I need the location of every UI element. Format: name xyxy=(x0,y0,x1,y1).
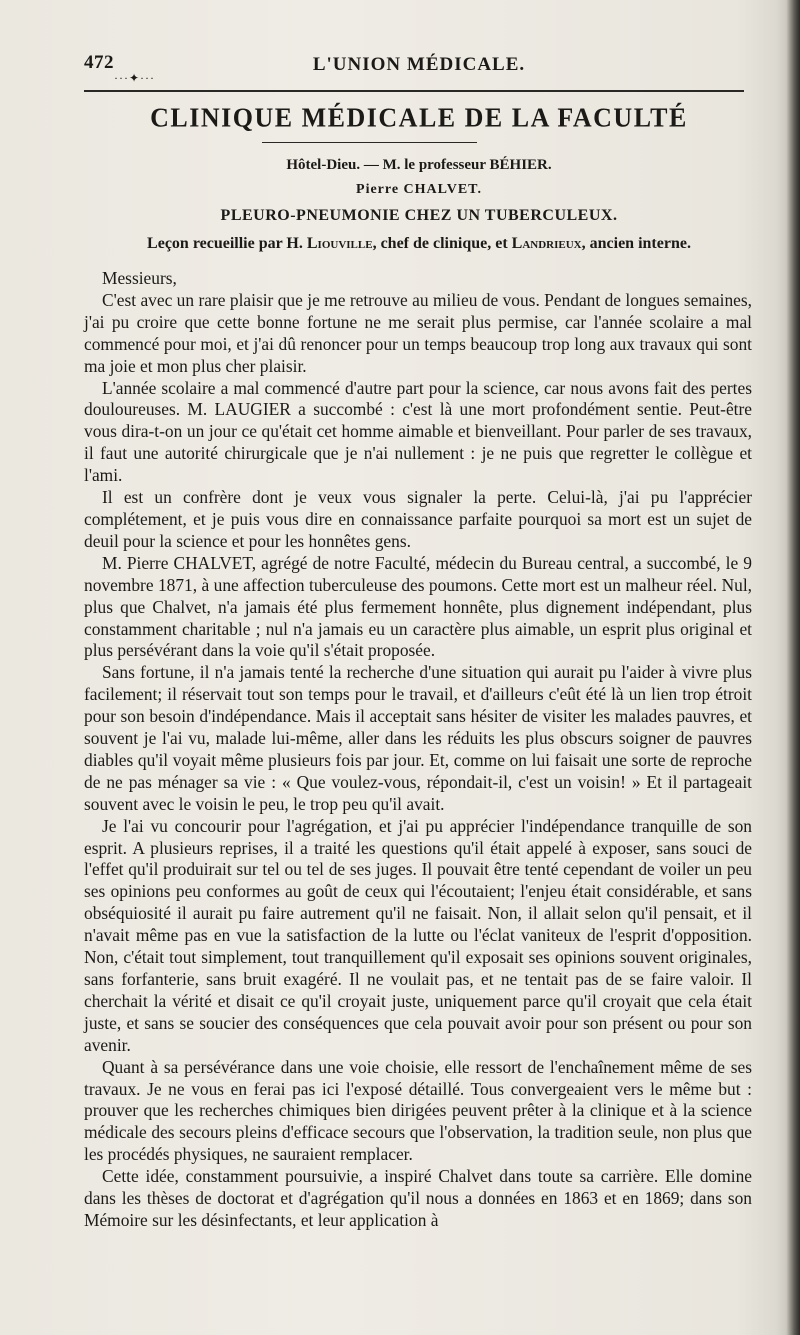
paragraph-3: Il est un confrère dont je veux vous signaler la perte. Celui-là, j'ai pu l'apprécier complétement, et je puis vous dire en connaissance parfaite pourquoi sa mort est un sujet de deuil pour la science et pour les honnêtes gens. xyxy=(84,487,752,551)
lecture-note-prefix: Leçon recueillie par H. xyxy=(147,235,307,252)
salutation: Messieurs, xyxy=(102,268,177,288)
paragraph-6: Je l'ai vu concourir pour l'agrégation, et j'ai pu apprécier l'indépendance tranquille de son esprit. A plusieurs reprises, il a traité les questions qu'il était appelé à exposer, sans souci de l'effet qu'il produirait sur tel ou tel de ses juges. Il pouvait être tenté cependant de voiler un peu ses opinions peu conformes au goût de ceux qui l'écoutaient; l'enjeu était considérable, et sans obséquiosité il aurait pu faire autrement qu'il ne faisait. Non, il allait selon qu'il pensait, et il n'avait même pas en vue la satisfaction de la lutte ou l'éclat vaniteux de l'esprit d'opposition. Non, c'était tout simplement, tout tranquillement qu'il exposait ses opinions souvent originales, sans forfanterie, sans bruit exagéré. Il ne voulait pas, et ne tentait pas de se faire valoir. Il cherchait la vérité et disait ce qu'il croyait juste, uniquement parce qu'il croyait que cela était juste, et sans se soucier des conséquences que cela pouvait avoir pour son présent ou pour son avenir. xyxy=(84,815,752,1055)
lecture-note-suffix: , ancien interne. xyxy=(581,235,691,252)
lecture-note xyxy=(84,235,754,253)
lecture-note-name-liouville: Liouville xyxy=(306,235,373,252)
paragraph-1: C'est avec un rare plaisir que je me retrouve au milieu de vous. Pendant de longues semaines, j'ai pu croire que cette bonne fortune ne me serait plus permise, car l'année scolaire a mal commencé pour moi, et j'ai dû renoncer pour un temps beaucoup trop long aux travaux qui sont ma joie et mon plus cher plaisir. xyxy=(84,289,752,376)
paragraph-2: L'année scolaire a mal commencé d'autre part pour la science, car nous avons fait des pertes douloureuses. M. LAUGIER a succombé : c'est là une mort profondément sentie. Peut-être vous dira-t-on un jour ce qu'était cet homme aimable et bienveillant. Pour parler de ses travaux, il faut une autorité chirurgicale que je n'ai nullement : je ne puis que regretter le collègue et l'ami. xyxy=(84,377,752,486)
paragraph-4: M. Pierre CHALVET, agrégé de notre Faculté, médecin du Bureau central, a succombé, le 9 novembre 1871, à une affection tuberculeuse des poumons. Cette mort est un malheur réel. Nul, plus que Chalvet, n'a jamais été plus fermement honnête, plus dignement indépendant, plus constamment charitable ; nul n'a jamais eu un caractère plus aimable, un esprit plus original et plus persévérant dans la voie qu'il s'était proposée. xyxy=(84,552,752,661)
case-title: PLEURO-PNEUMONIE CHEZ UN TUBERCULEUX. xyxy=(220,207,618,224)
paragraph-5: Sans fortune, il n'a jamais tenté la recherche d'une situation qui aurait pu l'aider à vivre plus facilement; il réservait tout son temps pour le travail, et d'ailleurs c'eût été là un lien trop étroit pour son besoin d'indépendance. Mais il acceptait sans hésiter de visiter les malades pauvres, et souvent je l'ai vu, malade lui-même, aller dans les réduits les plus obscurs soigner de pauvres diables qu'il voyait même plusieurs fois par jour. Et, comme on lui faisait une sorte de reproche de ne pas ménager sa vie : « Que voulez-vous, répondait-il, c'est un voisin! » Et il partageait souvent avec le voisin le peu, le trop peu qu'il avait. xyxy=(84,662,752,814)
title-rule xyxy=(262,142,477,143)
header-rule xyxy=(84,90,744,92)
lecture-note-name-landrieux: Landrieux xyxy=(511,235,582,252)
running-head: L'UNION MÉDICALE. xyxy=(312,54,526,75)
article-body xyxy=(84,268,752,1232)
paragraph-7: Quant à sa persévérance dans une voie choisie, elle ressort de l'enchaînement même de ses travaux. Je ne vous en ferai pas ici l'exposé détaillé. Tous convergeaient vers le même but : prouver que les recherches chimiques bien dirigées peuvent prêter à la clinique et à la science médicale des secours pleins d'efficace secours que l'observation, la tradition seule, non plus que les procédés physiques, ne sauraient remplacer. xyxy=(84,1056,752,1165)
page-number: 472 xyxy=(84,52,114,73)
book-spine-shadow xyxy=(786,0,800,1335)
ornament-icon: ···✦··· xyxy=(114,71,156,85)
page-header xyxy=(84,52,754,84)
author-line: Pierre CHALVET. xyxy=(356,182,482,197)
section-title: CLINIQUE MÉDICALE DE LA FACULTÉ xyxy=(150,102,688,133)
paragraph-8: Cette idée, constamment poursuivie, a inspiré Chalvet dans toute sa carrière. Elle domine dans les thèses de doctorat et d'agrégation qu'il nous a données en 1863 et en 1869; dans son Mémoire sur les désinfectants, et leur application à xyxy=(84,1166,752,1230)
hospital-line: Hôtel-Dieu. — M. le professeur BÉHIER. xyxy=(286,157,552,173)
lecture-note-middle: , chef de clinique, et xyxy=(372,235,512,252)
